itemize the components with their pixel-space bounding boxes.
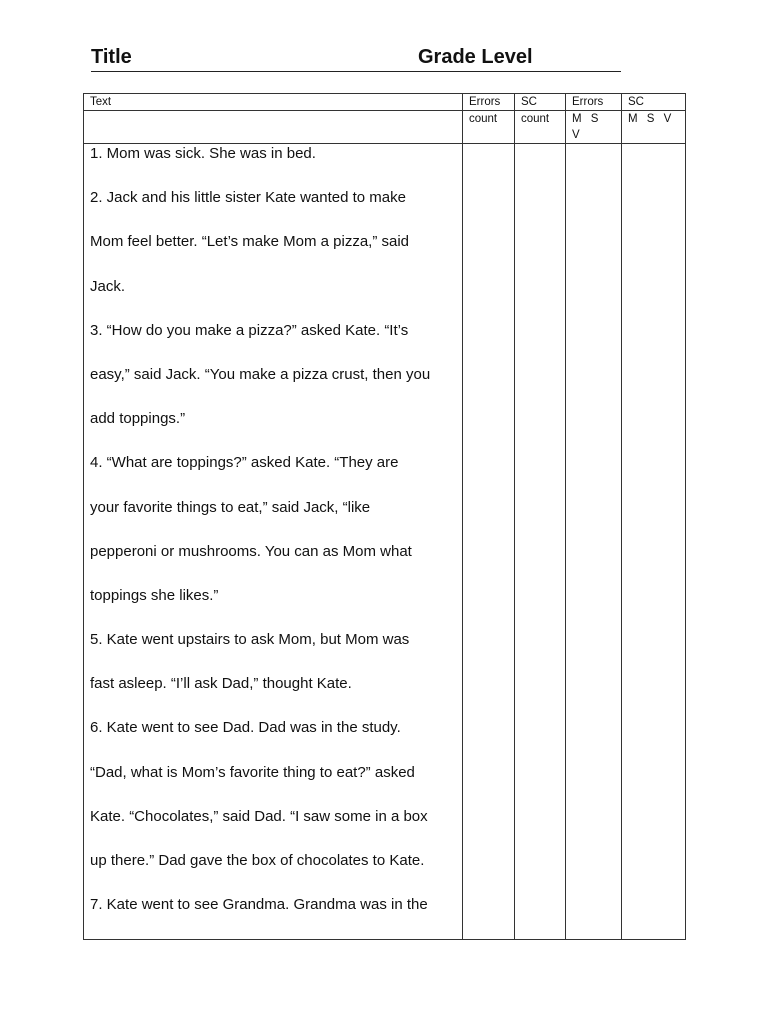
passage-line: add toppings.”	[90, 410, 186, 428]
passage-line: your favorite things to eat,” said Jack, “like	[90, 498, 371, 516]
passage-line: 5. Kate went upstairs to ask Mom, but Mom was	[90, 631, 410, 649]
sc-msv-cell	[622, 144, 686, 940]
errors-msv-header: Errors	[566, 94, 622, 111]
title-label: Title	[91, 46, 132, 68]
passage-line: Jack.	[90, 277, 126, 295]
passage-line: Kate. “Chocolates,” said Dad. “I saw some in a box	[90, 807, 428, 825]
errors-count-cell	[463, 144, 515, 940]
text-column-header: Text	[84, 94, 463, 111]
errors-count-subheader: count	[463, 111, 515, 144]
passage-line: 2. Jack and his little sister Kate wanted to make	[90, 189, 406, 207]
sc-msv-header: SC	[622, 94, 686, 111]
errors-msv-cell	[566, 144, 622, 940]
passage-line: fast asleep. “I’ll ask Dad,” thought Kate.	[90, 675, 352, 693]
passage-text-cell	[84, 144, 463, 940]
text-subheader-empty	[84, 111, 463, 144]
sc-count-subheader: count	[515, 111, 566, 144]
sc-count-cell	[515, 144, 566, 940]
passage-line: pepperoni or mushrooms. You can as Mom what	[90, 542, 412, 560]
passage-line: up there.” Dad gave the box of chocolates to Kate.	[90, 852, 425, 869]
passage-line: 3. “How do you make a pizza?” asked Kate. “It’s	[90, 321, 409, 339]
document-heading	[91, 46, 621, 74]
passage-line: Mom feel better. “Let’s make Mom a pizza,” said	[90, 233, 410, 251]
running-record-table	[83, 93, 686, 940]
grade-level-label: Grade Level	[418, 46, 533, 68]
passage-line: easy,” said Jack. “You make a pizza crust, then you	[90, 365, 431, 383]
passage-line: toppings she likes.”	[90, 586, 219, 604]
errors-count-header: Errors	[463, 94, 515, 111]
passage-line: 7. Kate went to see Grandma. Grandma was in the	[90, 896, 428, 914]
sc-count-header: SC	[515, 94, 566, 111]
passage-line: “Dad, what is Mom’s favorite thing to eat?” asked	[90, 763, 415, 781]
subheader-row	[84, 111, 686, 144]
heading-underline	[91, 71, 621, 72]
passage-line: 1. Mom was sick. She was in bed.	[90, 145, 316, 162]
passage-line: 4. “What are toppings?” asked Kate. “They are	[90, 454, 399, 472]
passage-row	[84, 144, 686, 940]
errors-msv-subheader: M S V	[566, 111, 622, 144]
passage-line: 6. Kate went to see Dad. Dad was in the study.	[90, 719, 401, 737]
header-row	[84, 94, 686, 111]
sc-msv-subheader: M S V	[622, 111, 686, 144]
